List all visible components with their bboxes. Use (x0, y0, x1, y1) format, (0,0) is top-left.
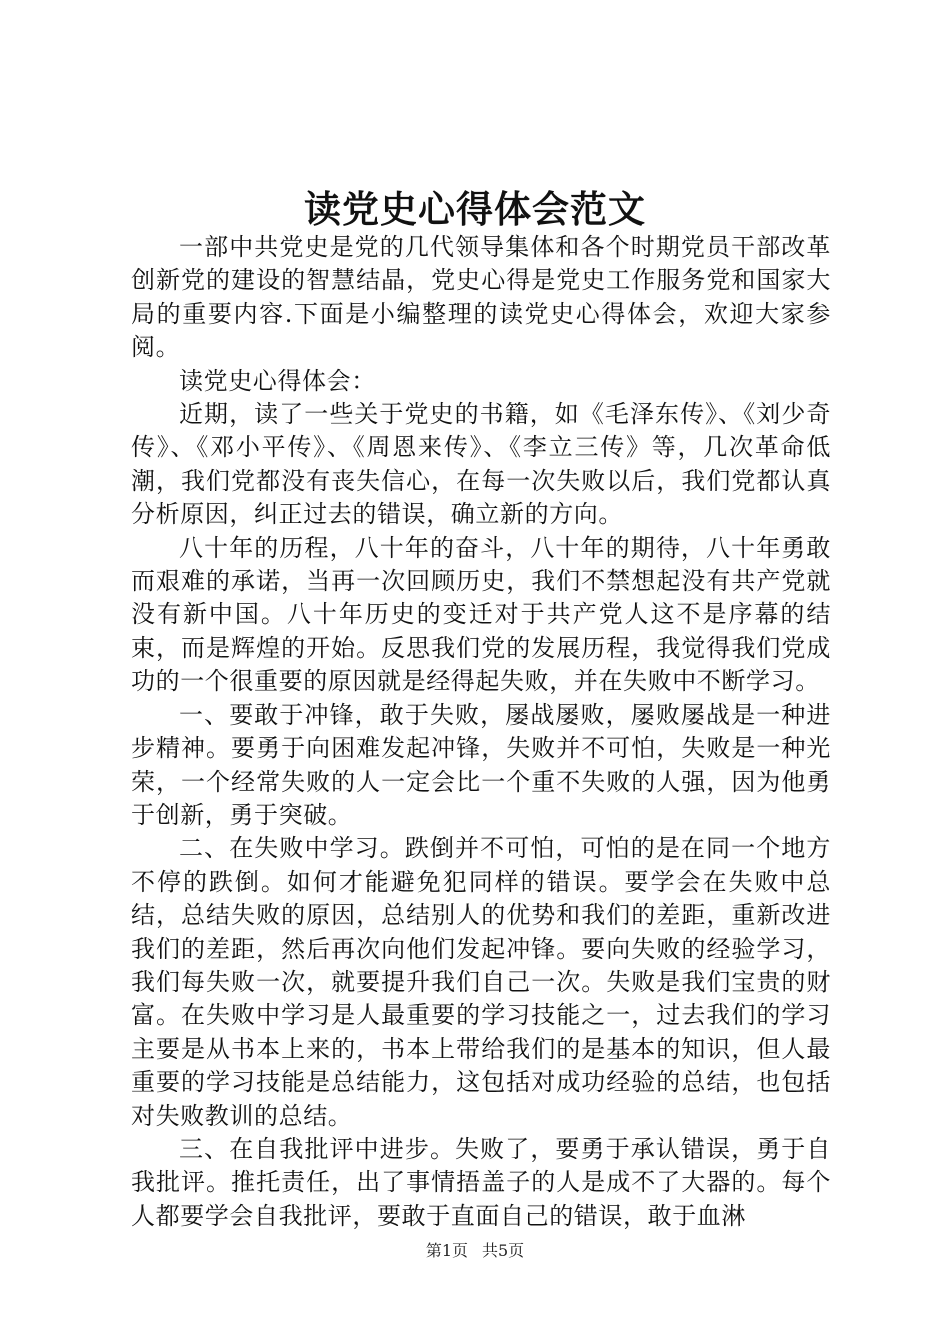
paragraph-books: 近期，读了一些关于党史的书籍，如《毛泽东传》、《刘少奇传》、《邓小平传》、《周恩来传》、《李立三传》等，几次革命低潮，我们党都没有丧失信心，在每一次失败以后，我们党都认真分析原因，纠正过去的错误，确立新的方向。 (131, 400, 831, 529)
paragraph-heading: 读党史心得体会： (179, 366, 376, 395)
paragraph-point-two: 二、在失败中学习。跌倒并不可怕，可怕的是在同一个地方不停的跌倒。如何才能避免犯同样的错误。要学会在失败中总结，总结失败的原因，总结别人的优势和我们的差距，重新改进我们的差距，然后再次向他们发起冲锋。要向失败的经验学习，我们每失败一次，就要提升我们自己一次。失败是我们宝贵的财富。在失败中学习是人最重要的学习技能之一，过去我们的学习主要是从书本上来的，书本上带给我们的是基本的知识，但人最重要的学习技能是总结能力，这包括对成功经验的总结，也包括对失败教训的总结。 (131, 834, 831, 1130)
paragraph-point-three: 三、在自我批评中进步。失败了，要勇于承认错误，勇于自我批评。推托责任，出了事情捂盖子的人是成不了大器的。每个人都要学会自我批评，要敢于直面自己的错误，敢于血淋 (131, 1134, 831, 1230)
paragraph-intro: 一部中共党史是党的几代领导集体和各个时期党员干部改革创新党的建设的智慧结晶，党史心得是党史工作服务党和国家大局的重要内容.下面是小编整理的读党史心得体会，欢迎大家参阅。 (131, 233, 831, 362)
document-body (131, 231, 831, 1233)
page-count: 共5页 (482, 1241, 525, 1260)
paragraph-history: 八十年的历程，八十年的奋斗，八十年的期待，八十年勇敢而艰难的承诺，当再一次回顾历史，我们不禁想起没有共产党就没有新中国。八十年历史的变迁对于共产党人这不是序幕的结束，而是辉煌的开始。反思我们党的发展历程，我觉得我们党成功的一个很重要的原因就是经得起失败，并在失败中不断学习。 (131, 533, 831, 696)
document-title: 读党史心得体会范文 (304, 187, 646, 231)
paragraph-point-one: 一、要敢于冲锋，敢于失败，屡战屡败，屡败屡战是一种进步精神。要勇于向困难发起冲锋，失败并不可怕，失败是一种光荣，一个经常失败的人一定会比一个重不失败的人强，因为他勇于创新，勇于突破。 (131, 700, 831, 829)
page-number: 第1页 (425, 1241, 468, 1260)
page-footer (0, 1240, 950, 1262)
